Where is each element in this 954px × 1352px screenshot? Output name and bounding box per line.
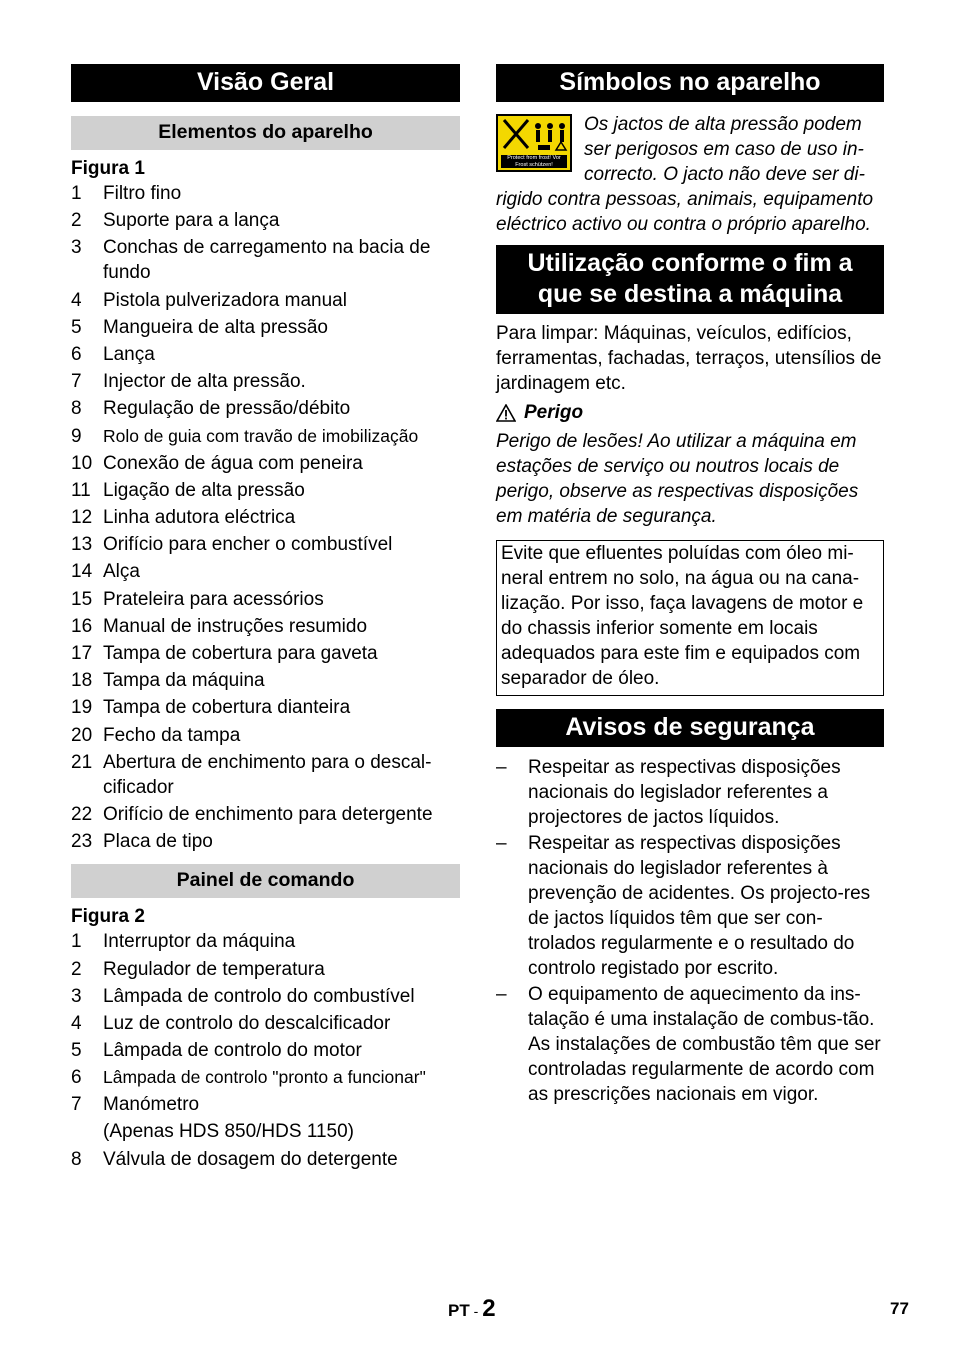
list-item: 14 Alça [71, 561, 140, 583]
device-elements-list [71, 181, 460, 854]
list-item: 12 Linha adutora eléctrica [71, 507, 296, 529]
list-item: 20 Fecho da tampa [71, 724, 241, 746]
list-item: 5 Lâmpada de controlo do motor [71, 1040, 362, 1062]
list-item: 1 Interruptor da máquina [71, 931, 296, 953]
device-elements-heading: Elementos do aparelho [71, 116, 460, 150]
list-item: 5 Mangueira de alta pressão [71, 316, 328, 338]
safety-title: Avisos de segurança [496, 709, 884, 747]
left-column [71, 64, 460, 1174]
symbols-section [496, 112, 884, 237]
list-item: 22 Orifício de enchimento para detergente [71, 803, 433, 825]
list-item: 9 Rolo de guia com travão de imobilização [71, 425, 419, 447]
list-item: 6 Lança [71, 343, 155, 365]
list-item: 11 Ligação de alta pressão [71, 479, 305, 501]
list-item: 10 Conexão de água com peneira [71, 452, 363, 474]
figure-1-label: Figura 1 [71, 158, 145, 179]
list-item: 3 Lâmpada de controlo do combustível [71, 985, 415, 1007]
list-item: 4 Pistola pulverizadora manual [71, 289, 347, 311]
page-number: 77 [890, 1299, 909, 1318]
list-item: 3 Conchas de carregamento na bacia de fundo [71, 237, 431, 284]
sticker-caption: Protect from frost! Vor Frost schützen! [501, 155, 567, 168]
list-item: – O equipamento de aquecimento da ins-talação é uma instalação de combus-tão. As instalações de combustão têm que ser controladas regularmente de acordo com as prescrições nacionais em vigor. [496, 984, 881, 1105]
list-item: 1 Filtro fino [71, 183, 182, 204]
spray-warning-icon [498, 116, 570, 156]
list-item: 6 Lâmpada de controlo "pronto a funcionar" [71, 1067, 426, 1089]
environment-notice-box: Evite que efluentes poluídas com óleo mi-neral entrem no solo, na água ou na cana-lização. Por isso, faça lavagens de motor e do chassis inferior somente em locais adequados para este fim e equipados com separador de óleo. [496, 540, 884, 696]
overview-title: Visão Geral [71, 64, 460, 102]
list-item: 8 Regulação de pressão/débito [71, 398, 351, 420]
list-item: 7 Manómetro (Apenas HDS 850/HDS 1150) [71, 1094, 354, 1143]
list-item: 7 Injector de alta pressão. [71, 371, 306, 393]
list-item: 18 Tampa da máquina [71, 670, 265, 692]
list-item: 17 Tampa de cobertura para gaveta [71, 643, 378, 664]
symbols-title: Símbolos no aparelho [496, 64, 884, 102]
list-item: 16 Manual de instruções resumido [71, 615, 368, 637]
warning-sticker-icon [496, 114, 572, 172]
list-item: 21 Abertura de enchimento para o descal-cificador [71, 751, 432, 798]
list-item: 2 Suporte para a lança [71, 210, 280, 232]
control-panel-heading: Painel de comando [71, 864, 460, 898]
list-item: 19 Tampa de cobertura dianteira [71, 697, 351, 719]
safety-list [496, 755, 884, 1107]
symbols-text: Os jactos de alta pressão podem ser perigosos em caso de uso in-correcto. O jacto não deve ser di-rigido contra pessoas, animais, equipamento eléctrico activo ou contra o próprio aparelho. [496, 114, 874, 235]
list-item: – Respeitar as respectivas disposições nacionais do legislador referentes a projectores de jactos líquidos. [496, 757, 841, 828]
list-item: 23 Placa de tipo [71, 831, 213, 853]
list-item: 15 Prateleira para acessórios [71, 588, 324, 610]
right-column [496, 64, 884, 1108]
list-item: 2 Regulador de temperatura [71, 958, 325, 980]
control-panel-list [71, 929, 460, 1171]
danger-heading: Perigo [496, 400, 884, 425]
figure-2-label: Figura 2 [71, 906, 145, 928]
footer-section-label: PT - 2 [448, 1295, 496, 1322]
list-item: – Respeitar as respectivas disposições nacionais do legislador referentes à prevenção de acidentes. Os projecto-res de jactos líquidos têm que ser con-trolados regularmente e o resultado do controlo registado por escrito. [496, 833, 871, 979]
list-item: 4 Luz de controlo do descalcificador [71, 1012, 391, 1034]
warning-triangle-icon [496, 404, 516, 422]
intended-use-text: Para limpar: Máquinas, veículos, edifícios, ferramentas, fachadas, terraços, utensílios de jardinagem etc. [496, 323, 882, 394]
intended-use-title: Utilização conforme o fim a que se destina a máquina [496, 245, 884, 314]
list-item: 8 Válvula de dosagem do detergente [71, 1148, 398, 1170]
danger-text: Perigo de lesões! Ao utilizar a máquina em estações de serviço ou noutros locais de perigo, observe as respectivas disposições em matéria de segurança. [496, 431, 859, 527]
list-item: 13 Orifício para encher o combustível [71, 534, 393, 556]
